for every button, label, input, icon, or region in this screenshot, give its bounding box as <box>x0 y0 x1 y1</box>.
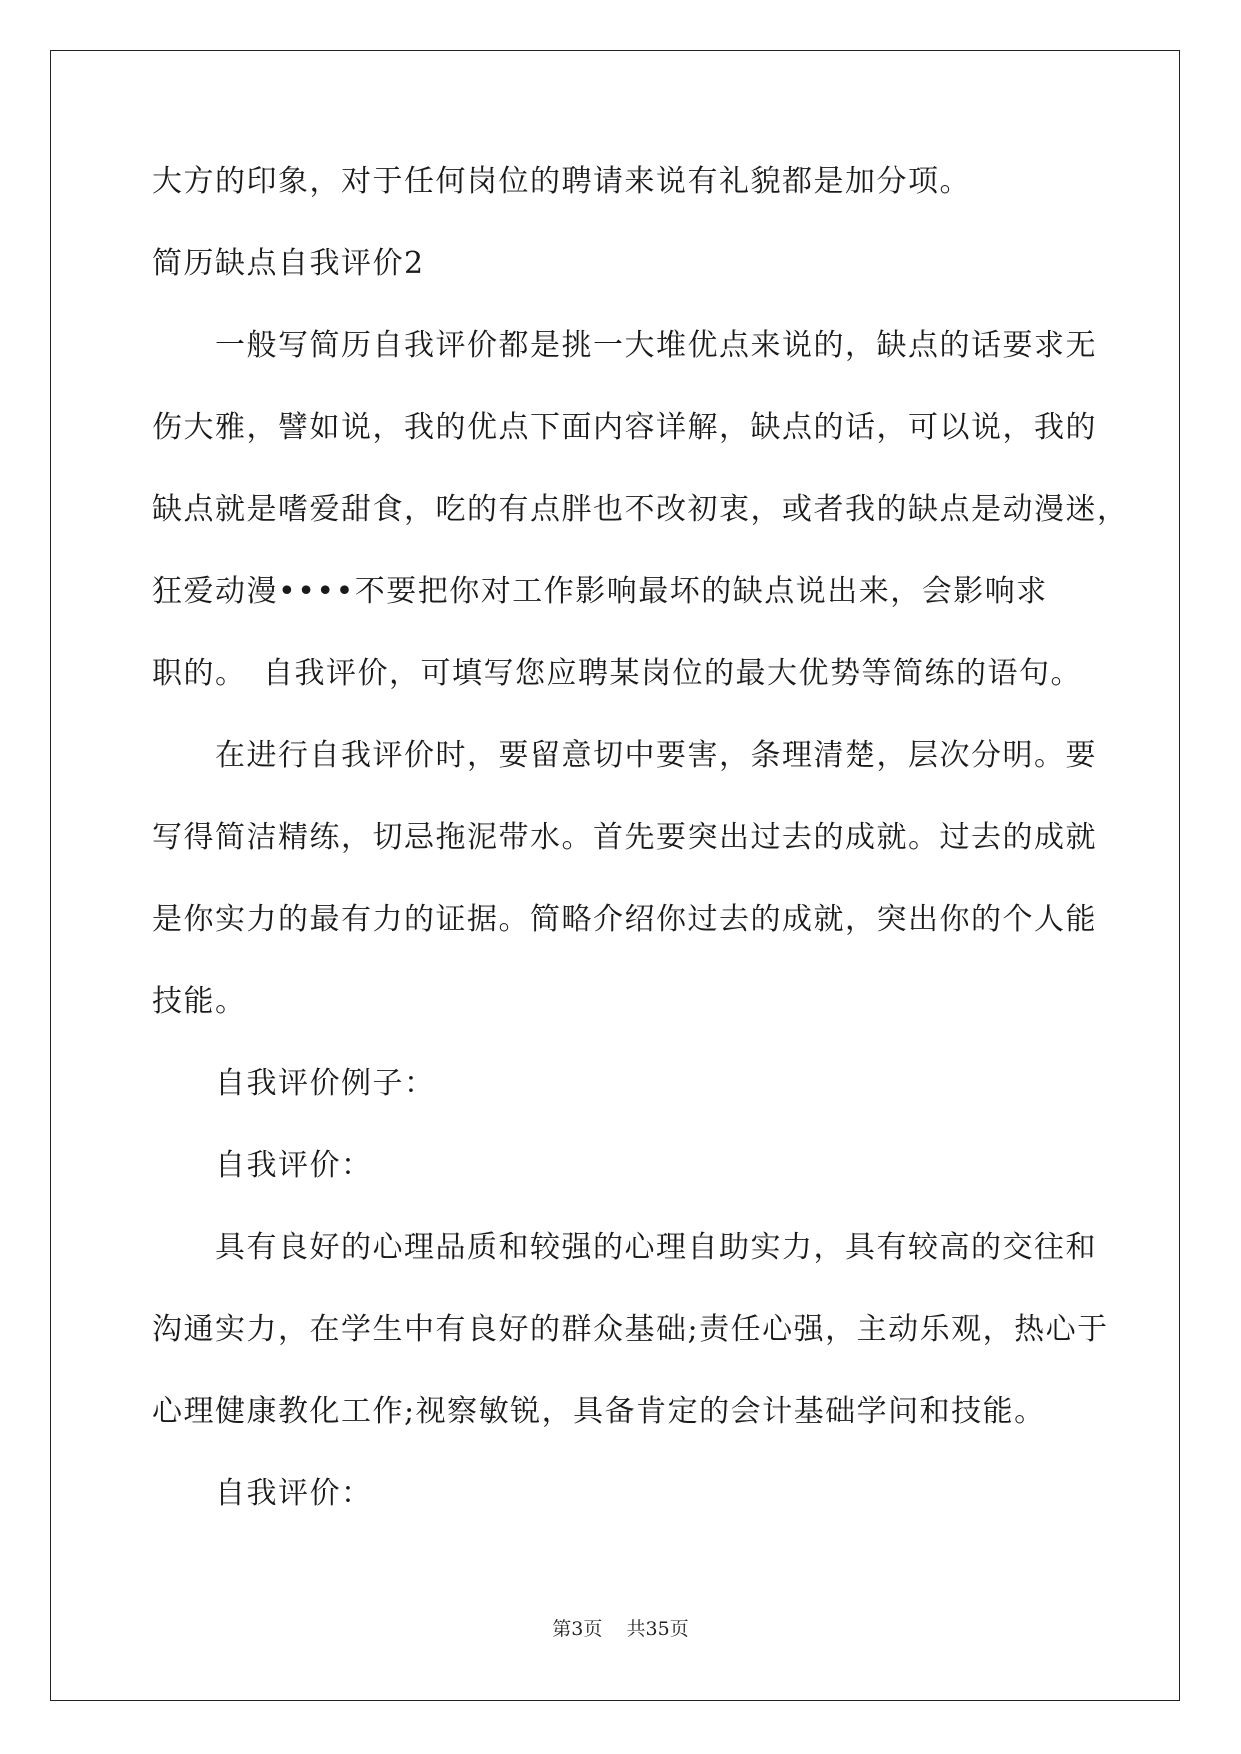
paragraph-line: 自我评价例子： <box>152 1066 436 1101</box>
paragraph-line: 在进行自我评价时，要留意切中要害，条理清楚，层次分明。要 <box>152 738 1097 773</box>
page-footer <box>0 1617 1241 1641</box>
paragraph-line: 心理健康教化工作;视察敏锐，具备肯定的会计基础学问和技能。 <box>152 1394 1046 1429</box>
paragraph-line: 狂爱动漫••••不要把你对工作影响最坏的缺点说出来，会影响求 <box>152 574 1048 609</box>
paragraph-line: 自我评价： <box>152 1476 373 1511</box>
paragraph-line: 具有良好的心理品质和较强的心理自助实力，具有较高的交往和 <box>152 1230 1097 1265</box>
paragraph-line: 自我评价： <box>152 1148 373 1183</box>
section-heading: 简历缺点自我评价2 <box>152 246 425 281</box>
total-pages-label: 共35页 <box>626 1618 689 1640</box>
current-page-label: 第3页 <box>552 1618 603 1640</box>
paragraph-line: 写得简洁精练，切忌拖泥带水。首先要突出过去的成就。过去的成就 <box>152 820 1097 855</box>
paragraph-line: 职的。 自我评价，可填写您应聘某岗位的最大优势等简练的语句。 <box>152 656 1082 691</box>
paragraph-line: 技能。 <box>152 984 247 1019</box>
paragraph-line: 伤大雅，譬如说，我的优点下面内容详解，缺点的话，可以说，我的 <box>152 410 1097 445</box>
paragraph-line: 大方的印象，对于任何岗位的聘请来说有礼貌都是加分项。 <box>152 164 971 199</box>
paragraph-line: 一般写简历自我评价都是挑一大堆优点来说的，缺点的话要求无 <box>152 328 1097 363</box>
paragraph-line: 是你实力的最有力的证据。简略介绍你过去的成就，突出你的个人能 <box>152 902 1097 937</box>
page-border <box>50 50 1180 1701</box>
paragraph-line: 沟通实力，在学生中有良好的群众基础;责任心强，主动乐观，热心于 <box>152 1312 1109 1347</box>
paragraph-line: 缺点就是嗜爱甜食，吃的有点胖也不改初衷，或者我的缺点是动漫迷， <box>152 492 1129 527</box>
